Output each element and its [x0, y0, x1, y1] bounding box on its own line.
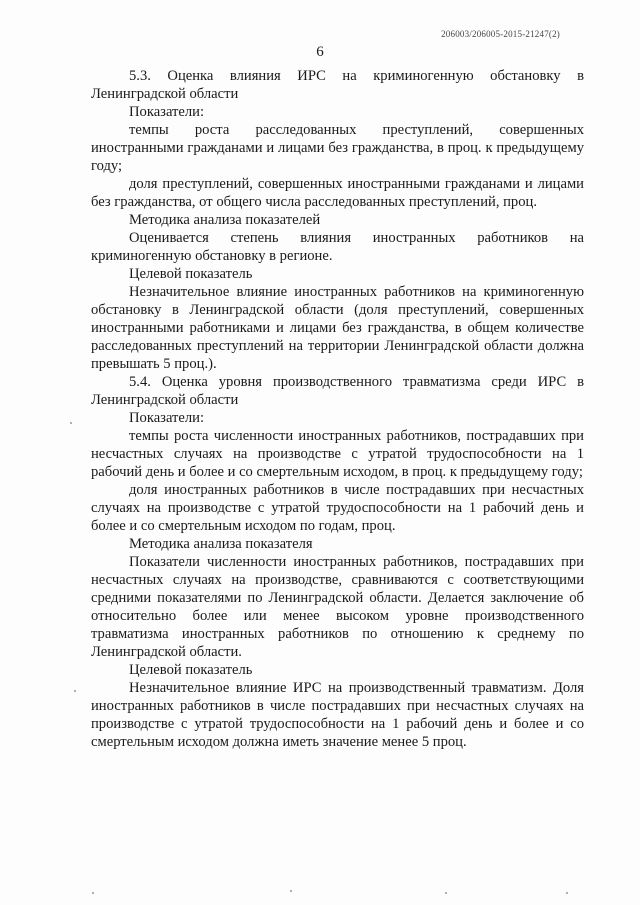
section-heading-5-4: 5.4. Оценка уровня производственного травматизма среди ИРС в Ленинградской области — [91, 374, 584, 408]
scan-speck — [92, 892, 94, 894]
scan-speck — [74, 690, 76, 692]
indicator-paragraph: темпы роста расследованных преступлений, совершенных иностранными гражданами и лицами без гражданства, в проц. к предыдущему году; — [91, 122, 584, 174]
indicator-paragraph: доля преступлений, совершенных иностранными гражданами и лицами без гражданства, от общего числа расследованных преступлений, проц. — [91, 176, 584, 210]
scan-speck — [445, 892, 447, 894]
scan-speck — [290, 890, 292, 892]
scan-speck — [70, 422, 72, 424]
scan-speck — [566, 892, 568, 894]
document-code: 206003/206005-2015-21247(2) — [441, 29, 560, 39]
methodology-paragraph: Показатели численности иностранных работников, пострадавших при несчастных случаях на производстве, сравниваются с соответствующими средними показателями по Ленинградской области. Делается заключение об относительно более или менее высоком уровне производственного травматизма иностранных работников по отношению к среднему по Ленинградской области. — [91, 554, 584, 660]
methodology-label: Методика анализа показателей — [129, 212, 321, 228]
methodology-paragraph: Оценивается степень влияния иностранных работников на криминогенную обстановку в регионе. — [91, 230, 584, 264]
document-body — [91, 67, 584, 751]
indicators-label: Показатели: — [129, 410, 205, 426]
target-indicator-label: Целевой показатель — [129, 662, 253, 678]
indicator-paragraph: темпы роста численности иностранных работников, пострадавших при несчастных случаях на производстве с утратой трудоспособности на 1 рабочий день и более и со смертельным исходом, в проц. к предыдущему году; — [91, 428, 584, 480]
indicators-label: Показатели: — [129, 104, 205, 120]
methodology-label: Методика анализа показателя — [129, 536, 313, 552]
target-indicator-paragraph: Незначительное влияние ИРС на производственный травматизм. Доля иностранных работников в числе пострадавших при несчастных случаях на производстве с утратой трудоспособности на 1 рабочий день и более и со смертельным исходом должна иметь значение менее 5 проц. — [91, 680, 584, 750]
indicator-paragraph: доля иностранных работников в числе пострадавших при несчастных случаях на производстве с утратой трудоспособности на 1 рабочий день и более и со смертельным исходом по годам, проц. — [91, 482, 584, 534]
page-number: 6 — [316, 44, 324, 60]
section-heading-5-3: 5.3. Оценка влияния ИРС на криминогенную обстановку в Ленинградской области — [91, 68, 584, 102]
target-indicator-paragraph: Незначительное влияние иностранных работников на криминогенную обстановку в Ленинградской области (доля преступлений, совершенных иностранными работниками и лицами без гражданства, в общем количестве расследованных преступлений на территории Ленинградской области должна превышать 5 проц.). — [91, 284, 584, 372]
target-indicator-label: Целевой показатель — [129, 266, 253, 282]
